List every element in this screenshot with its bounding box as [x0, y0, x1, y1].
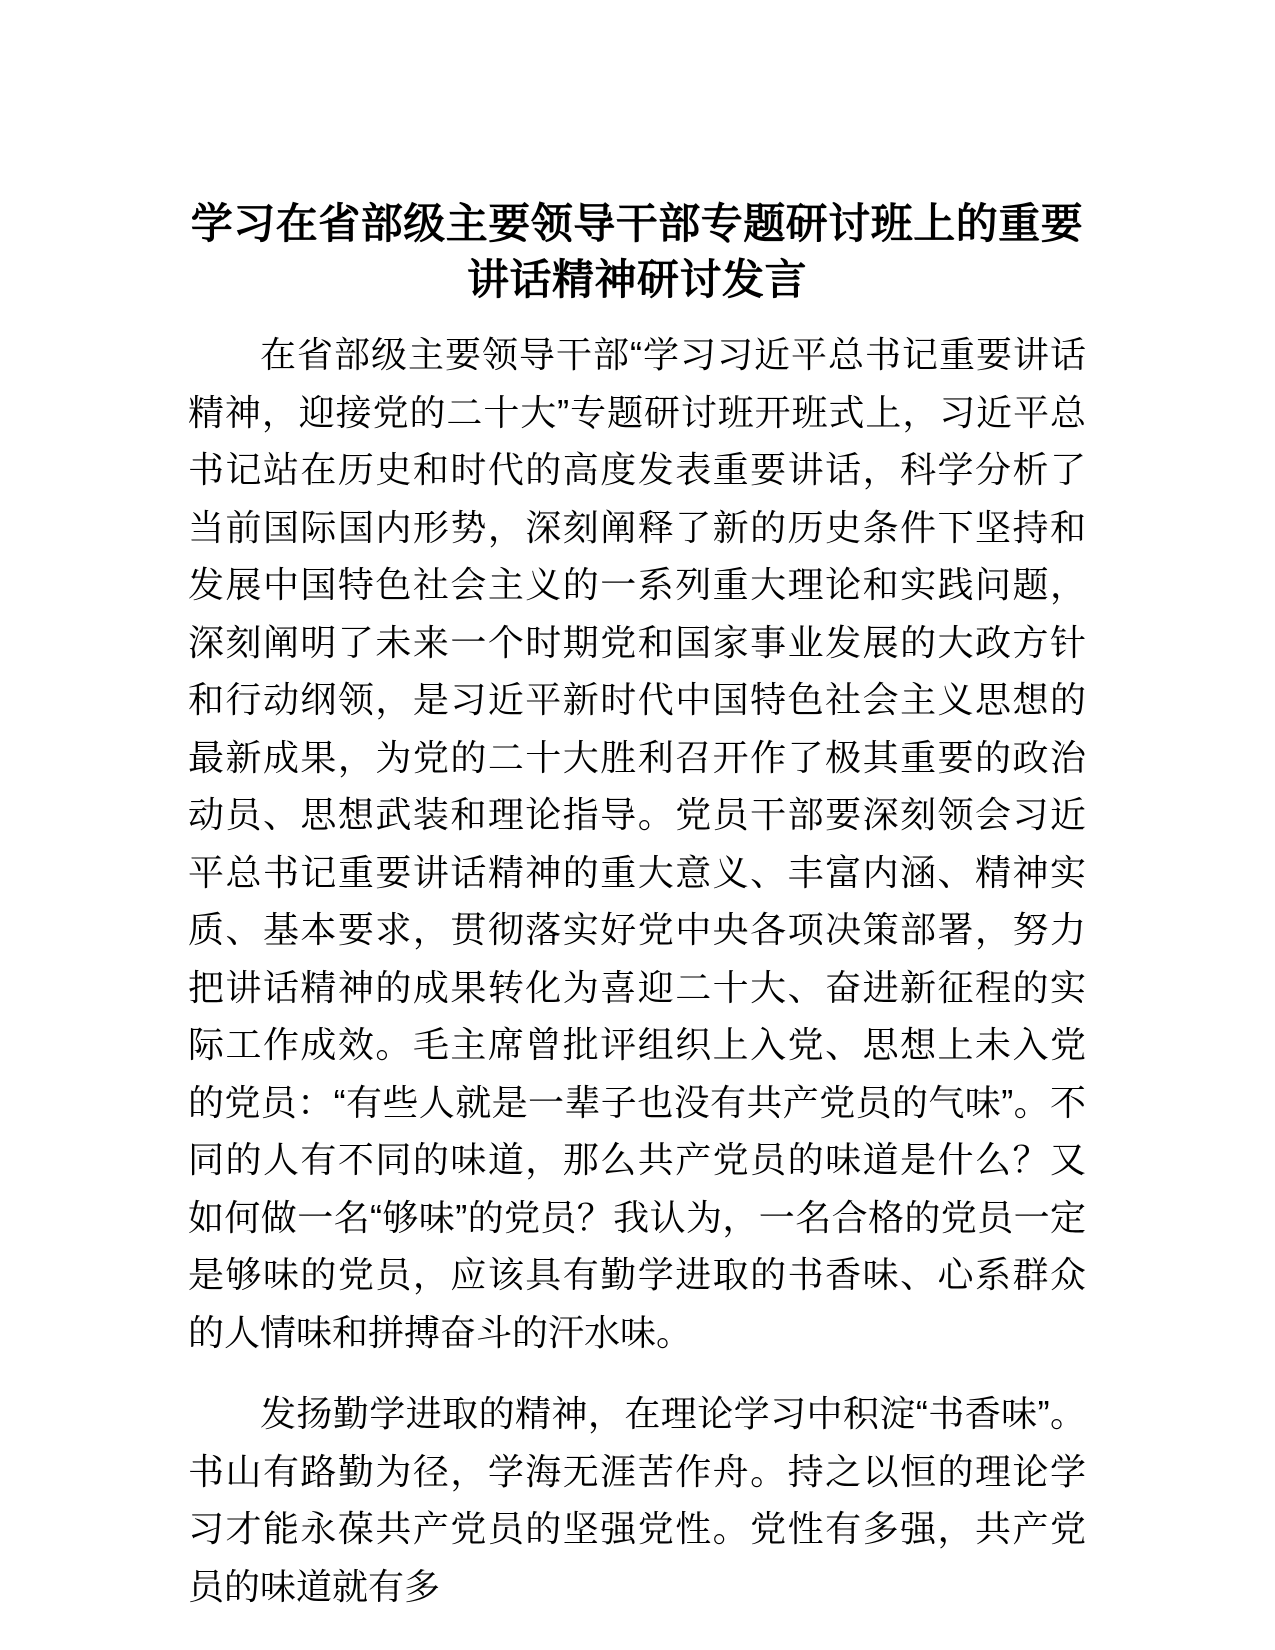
page-title: 学习在省部级主要领导干部专题研讨班上的重要讲话精神研讨发言 [190, 200, 1084, 303]
body-paragraph-1: 在省部级主要领导干部“学习习近平总书记重要讲话精神，迎接党的二十大”专题研讨班开班式上，习近平总书记站在历史和时代的高度发表重要讲话，科学分析了当前国际国内形势，深刻阐释了新的历史条件下坚持和发展中国特色社会主义的一系列重大理论和实践问题，深刻阐明了未来一个时期党和国家事业发展的大政方针和行动纲领，是习近平新时代中国特色社会主义思想的最新成果，为党的二十大胜利召开作了极其重要的政治动员、思想武装和理论指导。党员干部要深刻领会习近平总书记重要讲话精神的重大意义、丰富内涵、精神实质、基本要求，贯彻落实好党中央各项决策部署，努力把讲话精神的成果转化为喜迎二十大、奋进新征程的实际工作成效。毛主席曾批评组织上入党、思想上未入党的党员：“有些人就是一辈子也没有共产党员的气味”。不同的人有不同的味道，那么共产党员的味道是什么？又如何做一名“够味”的党员？我认为，一名合格的党员一定是够味的党员，应该具有勤学进取的书香味、心系群众的人情味和拼搏奋斗的汗水味。 [188, 334, 1086, 1353]
document-content [188, 196, 1086, 1615]
body-paragraph-2: 发扬勤学进取的精神，在理论学习中积淀“书香味”。书山有路勤为径，学海无涯苦作舟。持之以恒的理论学习才能永葆共产党员的坚强党性。党性有多强，共产党员的味道就有多 [188, 1393, 1086, 1607]
